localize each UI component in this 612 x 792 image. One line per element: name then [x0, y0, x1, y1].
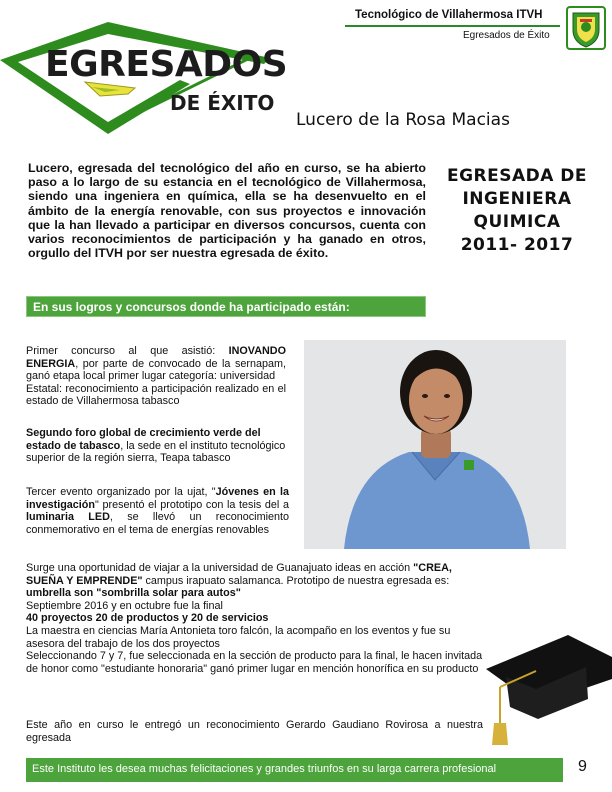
- banner-subtitle: DE ÉXITO: [170, 91, 275, 115]
- footer-banner: [26, 758, 563, 782]
- text-run-bold: Segundo foro global de crecimiento verde del estado de tabasco: [26, 427, 261, 452]
- text-run: , la sede en el instituto tecnológico superior de la región sierra, Teapa tabasco: [26, 439, 286, 465]
- achievements-heading-bar: [26, 296, 426, 317]
- header-divider: [345, 25, 560, 27]
- text-run: , por parte de convocado de la sernapam, ganó etapa local primer lugar categoría: universidad: [26, 357, 286, 383]
- degree-years: 2011- 2017: [460, 235, 574, 255]
- text-run: Surge una oportunidad de viajar a la universidad de Guanajuato ideas en acción: [26, 562, 414, 574]
- publication-section: Egresados de Éxito: [463, 30, 550, 41]
- graduate-degree: [442, 165, 592, 257]
- text-run: Tercer evento organizado por la ujat, ": [26, 486, 216, 498]
- graduate-name: Lucero de la Rosa Macias: [296, 110, 510, 130]
- text-run-bold: 40 proyectos 20 de productos y 20 de servicios: [26, 612, 269, 625]
- text-run: , se llevó un reconocimiento conmemorativo en el tema de energías renovables: [26, 511, 289, 536]
- itvh-shield-logo: [566, 6, 606, 50]
- portrait-photo: [304, 340, 566, 549]
- achievement-guanajuato: [26, 562, 491, 675]
- text-run-bold: luminaria LED: [26, 511, 110, 524]
- text-run: campus irapuato salamanca. Prototipo de nuestra egresada es:: [142, 574, 450, 587]
- text-run: " presentó el prototipo con la tesis del a: [95, 498, 289, 511]
- page-number: 9: [578, 758, 587, 775]
- achievement-foro-global: [26, 427, 291, 465]
- text-run: Seleccionando 7 y 7, fue seleccionada en la sección de producto para la final, le hacen invitada de honor como "estudiante honoraria" ganó primer lugar en mención honorífica en su producto: [26, 650, 483, 675]
- text-run-bold: INOVANDO ENERGIA: [26, 345, 286, 370]
- text-run-bold: Jóvenes en la investigación: [26, 486, 289, 511]
- intro-paragraph: Lucero, egresada del tecnológico del año en curso, se ha abierto paso a lo largo de su estancia en el tecnológico de Villahermosa, siendo una ingeniera en química, ella se ha desenvuelto en el ámbito de la energía renovable, con sus proyectos e innovación que la han llevado a participar en diversos concursos, cuenta con varios reconocimientos de participación y ha ganado en otros, orgullo del ITVH por ser nuestra egresada de éxito.: [28, 161, 426, 261]
- graduation-cap-icon: [476, 627, 612, 747]
- text-run-bold: umbrella son "sombrilla solar para autos": [26, 587, 241, 600]
- footer-message: Este Instituto les desea muchas felicitaciones y grandes triunfos en su larga carrera profesional: [32, 763, 497, 775]
- achievements-heading: En sus logros y concursos donde ha participado están:: [33, 300, 350, 314]
- publication-title: Tecnológico de Villahermosa ITVH: [355, 9, 543, 21]
- degree-line: QUIMICA: [473, 212, 561, 232]
- achievement-gaudiano-rovirosa: Este año en curso le entregó un reconocimiento Gerardo Gaudiano Rovirosa a nuestra egresada: [26, 719, 483, 744]
- text-run: Septiembre 2016 y en octubre fue la final: [26, 599, 223, 612]
- text-run: Primer concurso al que asistió:: [26, 345, 229, 357]
- text-run: Estatal: reconocimiento a participación realizado en el estado de Villahermosa tabasco: [26, 382, 286, 408]
- degree-line: INGENIERA: [462, 189, 572, 209]
- banner-title: EGRESADOS: [45, 44, 288, 85]
- degree-line: EGRESADA DE: [446, 166, 588, 186]
- text-run-bold: "CREA, SUEÑA Y EMPRENDE": [26, 562, 452, 587]
- achievement-inovando-energia: [26, 345, 286, 408]
- text-run: La maestra en ciencias María Antonieta toro falcón, la acompaño en los eventos y fue su asesora del trabajo de los dos proyectos: [26, 624, 451, 650]
- achievement-jovenes-investigacion: [26, 486, 289, 536]
